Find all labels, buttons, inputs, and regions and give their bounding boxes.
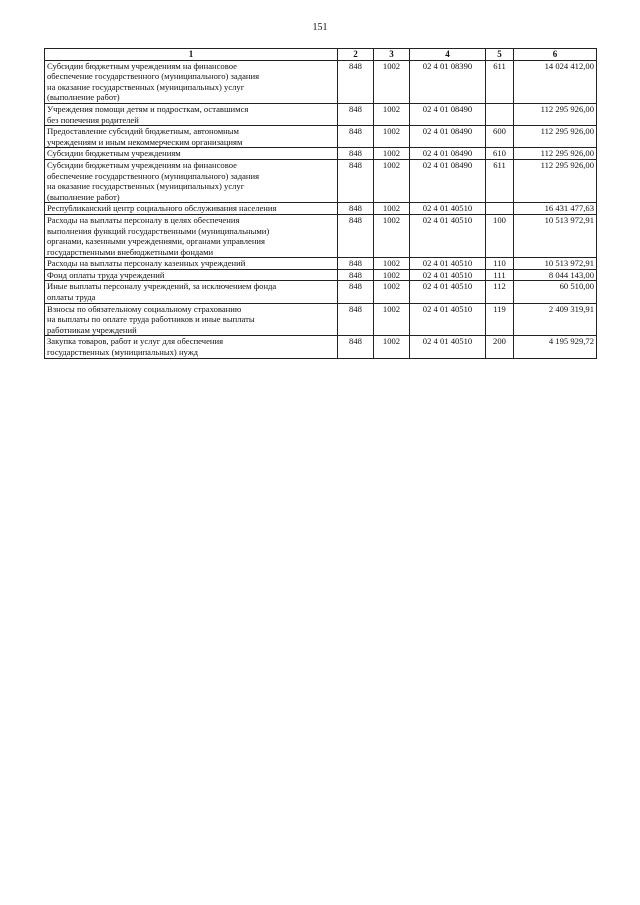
row-col-5: 110 [486, 258, 514, 270]
row-col-5 [486, 103, 514, 125]
row-col-2: 848 [338, 203, 374, 215]
row-col-4: 02 4 01 08490 [410, 103, 486, 125]
row-col-2: 848 [338, 258, 374, 270]
table-header [45, 49, 597, 61]
row-amount: 4 195 929,72 [514, 336, 597, 358]
table-row [45, 336, 597, 358]
table-body [45, 60, 597, 358]
row-col-4: 02 4 01 08490 [410, 148, 486, 160]
row-col-4: 02 4 01 40510 [410, 269, 486, 281]
row-amount: 60 510,00 [514, 281, 597, 303]
row-col-3: 1002 [374, 269, 410, 281]
row-amount: 112 295 926,00 [514, 126, 597, 148]
table-row [45, 281, 597, 303]
row-col-2: 848 [338, 214, 374, 257]
row-name: Республиканский центр социального обслуживания населения [45, 203, 338, 215]
row-amount: 112 295 926,00 [514, 159, 597, 202]
row-amount: 112 295 926,00 [514, 103, 597, 125]
row-name: Предоставление субсидий бюджетным, автономным учреждениям и иным некоммерческим организациям [45, 126, 338, 148]
row-name: Взносы по обязательному социальному страхованию на выплаты по оплате труда работников и иные выплаты работникам учреждений [45, 303, 338, 336]
row-col-4: 02 4 01 08490 [410, 126, 486, 148]
table-row [45, 126, 597, 148]
row-col-5: 111 [486, 269, 514, 281]
row-name: Фонд оплаты труда учреждений [45, 269, 338, 281]
header-col-6: 6 [514, 49, 597, 61]
row-col-5: 600 [486, 126, 514, 148]
row-amount: 2 409 319,91 [514, 303, 597, 336]
row-col-2: 848 [338, 281, 374, 303]
row-amount: 14 024 412,00 [514, 60, 597, 103]
table-row [45, 103, 597, 125]
table-row [45, 303, 597, 336]
row-col-4: 02 4 01 40510 [410, 258, 486, 270]
row-col-3: 1002 [374, 103, 410, 125]
header-col-2: 2 [338, 49, 374, 61]
budget-table [44, 48, 597, 359]
table-row [45, 258, 597, 270]
row-col-4: 02 4 01 40510 [410, 203, 486, 215]
row-col-5 [486, 203, 514, 215]
row-col-2: 848 [338, 103, 374, 125]
row-col-4: 02 4 01 40510 [410, 303, 486, 336]
row-col-3: 1002 [374, 214, 410, 257]
row-col-4: 02 4 01 08390 [410, 60, 486, 103]
row-col-5: 119 [486, 303, 514, 336]
header-col-3: 3 [374, 49, 410, 61]
table-row [45, 148, 597, 160]
row-col-3: 1002 [374, 148, 410, 160]
row-name: Субсидии бюджетным учреждениям [45, 148, 338, 160]
row-name: Субсидии бюджетным учреждениям на финансовое обеспечение государственного (муниципального) задания на оказание государственных (муниципальных) услуг (выполнение работ) [45, 159, 338, 202]
table-row [45, 214, 597, 257]
row-col-5: 112 [486, 281, 514, 303]
row-amount: 10 513 972,91 [514, 214, 597, 257]
row-col-2: 848 [338, 60, 374, 103]
row-col-3: 1002 [374, 60, 410, 103]
row-col-5: 100 [486, 214, 514, 257]
row-col-4: 02 4 01 08490 [410, 159, 486, 202]
row-col-3: 1002 [374, 258, 410, 270]
row-name: Расходы на выплаты персоналу казенных учреждений [45, 258, 338, 270]
page-number: 151 [312, 22, 328, 33]
row-name: Иные выплаты персоналу учреждений, за исключением фонда оплаты труда [45, 281, 338, 303]
row-col-4: 02 4 01 40510 [410, 281, 486, 303]
row-col-3: 1002 [374, 203, 410, 215]
row-col-2: 848 [338, 269, 374, 281]
header-col-5: 5 [486, 49, 514, 61]
row-col-5: 610 [486, 148, 514, 160]
row-col-2: 848 [338, 126, 374, 148]
row-amount: 8 044 143,00 [514, 269, 597, 281]
row-col-3: 1002 [374, 336, 410, 358]
row-col-3: 1002 [374, 303, 410, 336]
table-row [45, 60, 597, 103]
header-col-1: 1 [45, 49, 338, 61]
row-name: Учреждения помощи детям и подросткам, оставшимся без попечения родителей [45, 103, 338, 125]
row-col-4: 02 4 01 40510 [410, 214, 486, 257]
row-amount: 10 513 972,91 [514, 258, 597, 270]
row-col-3: 1002 [374, 126, 410, 148]
row-col-4: 02 4 01 40510 [410, 336, 486, 358]
row-name: Закупка товаров, работ и услуг для обеспечения государственных (муниципальных) нужд [45, 336, 338, 358]
row-name: Расходы на выплаты персоналу в целях обеспечения выполнения функций государственными (муниципальными) органами, казенными учреждениями, органами управления государственными внебюджетными фондами [45, 214, 338, 257]
row-name: Субсидии бюджетным учреждениям на финансовое обеспечение государственного (муниципального) задания на оказание государственных (муниципальных) услуг (выполнение работ) [45, 60, 338, 103]
table-row [45, 203, 597, 215]
row-col-2: 848 [338, 303, 374, 336]
row-col-5: 611 [486, 159, 514, 202]
table-row [45, 269, 597, 281]
header-col-4: 4 [410, 49, 486, 61]
table-row [45, 159, 597, 202]
row-amount: 16 431 477,63 [514, 203, 597, 215]
row-col-3: 1002 [374, 281, 410, 303]
row-col-2: 848 [338, 148, 374, 160]
row-col-5: 200 [486, 336, 514, 358]
row-col-5: 611 [486, 60, 514, 103]
row-col-2: 848 [338, 336, 374, 358]
row-amount: 112 295 926,00 [514, 148, 597, 160]
row-col-3: 1002 [374, 159, 410, 202]
header-row [45, 49, 597, 61]
row-col-2: 848 [338, 159, 374, 202]
